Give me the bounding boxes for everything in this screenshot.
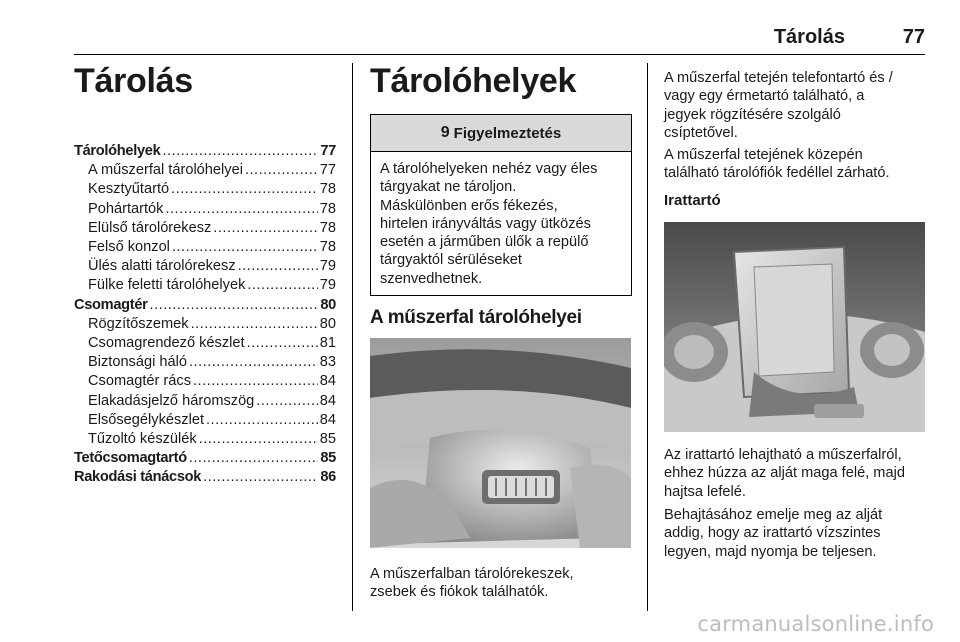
toc-entry[interactable]: Elakadásjelző háromszög ..... 84 — [74, 392, 336, 411]
header-page-number: 77 — [902, 26, 925, 48]
center-tray-paragraph: A műszerfal tetejének közepén található tárolófiók fedéllel zárható. — [664, 147, 890, 182]
watermark: carmanualsonline.info — [697, 612, 934, 636]
toc-entry[interactable]: Tetőcsomagtartó ..... 85 — [74, 449, 336, 468]
page-header — [74, 26, 925, 55]
phone-holder-paragraph: A műszerfal tetején telefontartó és / vagy egy érmetartó található, a jegyek rögzítésére szolgáló csíptetővel. — [664, 70, 893, 141]
subsection-title-dashboard: A műszerfal tárolóhelyei — [370, 307, 582, 328]
document-holder-fold-paragraph: Az irattartó lehajtható a műszerfalról, ehhez húzza az alját maga felé, majd hajtsa lefelé. — [664, 447, 905, 500]
section-title: Tárolóhelyek — [370, 62, 577, 100]
header-section-title: Tárolás — [773, 26, 845, 48]
document-holder-close-paragraph: Behajtásához emelje meg az alját addig, hogy az irattartó vízszintes legyen, majd nyomja be teljesen. — [664, 507, 883, 560]
toc-entry[interactable]: Elsősegélykészlet ..... 84 — [74, 411, 336, 430]
column-divider-left — [352, 63, 353, 611]
chapter-title: Tárolás — [74, 62, 193, 100]
warning-header — [371, 115, 631, 152]
warning-triangle-icon: 9 — [440, 124, 450, 141]
warning-heading: Figyelmeztetés — [453, 124, 562, 142]
toc-entry[interactable]: Csomagtér rács ..... 84 — [74, 372, 336, 391]
warning-box — [370, 114, 632, 296]
toc-entry[interactable]: Fülke feletti tárolóhelyek ..... 79 — [74, 276, 336, 295]
column-divider-right — [647, 63, 648, 611]
warning-text: A tárolóhelyeken nehéz vagy éles tárgyakat ne tároljon. Máskülönben erős fékezés, hirtelen irányváltás vagy ütközés esetén a járműben ülők a repülő tárgyaktól sérüléseket szenvedhetnek. — [380, 161, 598, 287]
toc-entry[interactable]: Tűzoltó készülék ..... 85 — [74, 430, 336, 449]
toc-entry[interactable]: Biztonsági háló ..... 83 — [74, 353, 336, 372]
document-holder-photo — [664, 222, 925, 432]
subsection-title-document-holder: Irattartó — [664, 192, 721, 209]
toc-entry[interactable]: Ülés alatti tárolórekesz ..... 79 — [74, 257, 336, 276]
toc-entry[interactable]: Kesztyűtartó ..... 78 — [74, 180, 336, 199]
toc-entry[interactable]: Tárolóhelyek ..... 77 — [74, 142, 336, 161]
toc-entry[interactable]: Pohártartók ..... 78 — [74, 200, 336, 219]
toc-entry[interactable]: Csomagtér ..... 80 — [74, 296, 336, 315]
toc-entry[interactable]: Csomagrendező készlet ..... 81 — [74, 334, 336, 353]
dashboard-storage-photo — [370, 338, 631, 548]
toc-entry[interactable]: Rögzítőszemek ..... 80 — [74, 315, 336, 334]
dashboard-caption: A műszerfalban tárolórekeszek, zsebek és fiókok találhatók. — [370, 566, 574, 601]
toc-entry[interactable]: A műszerfal tárolóhelyei ..... 77 — [74, 161, 336, 180]
table-of-contents — [74, 142, 336, 488]
toc-entry[interactable]: Felső konzol ..... 78 — [74, 238, 336, 257]
toc-entry[interactable]: Rakodási tánácsok ..... 86 — [74, 468, 336, 487]
toc-entry[interactable]: Elülső tárolórekesz ..... 78 — [74, 219, 336, 238]
